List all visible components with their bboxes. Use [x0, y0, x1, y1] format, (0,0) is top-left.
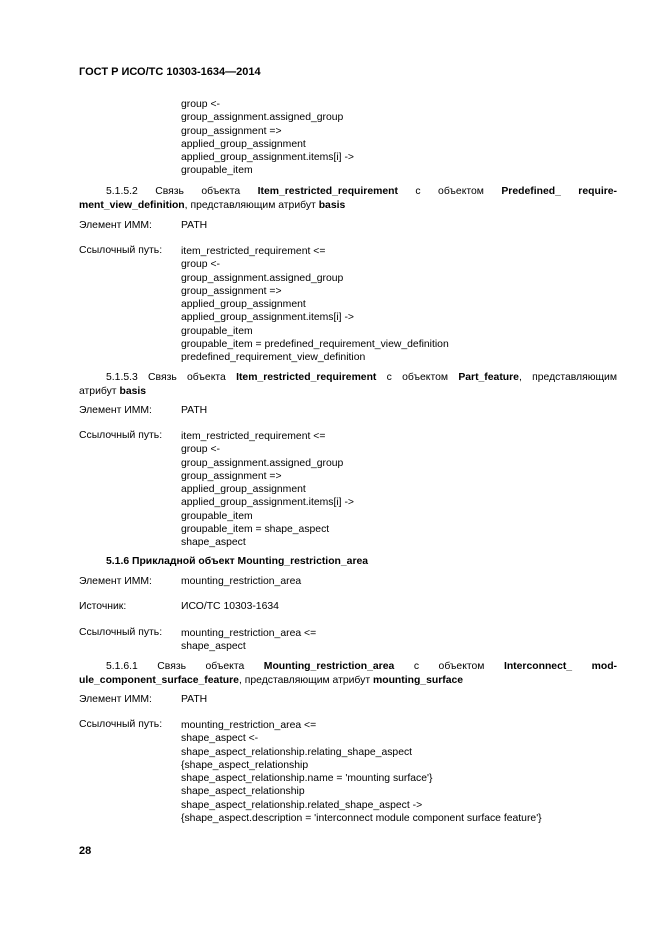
path-line: shape_aspect_relationship.related_shape_aspect ->	[181, 799, 423, 811]
path-line: applied_group_assignment	[181, 138, 306, 150]
path-line: groupable_item	[181, 325, 253, 337]
path-line: shape_aspect <-	[181, 733, 259, 745]
path-line: mounting_restriction_area <=	[181, 720, 317, 731]
ref-path-block	[181, 245, 449, 365]
clause-5-1-6-1: 5.1.6.1 Связь объекта Mounting_restriction_area с объектом Interconnect_ mod- ule_component_surface_feature, представляющим атрибут mounting_surface	[79, 661, 617, 686]
path-line: applied_group_assignment	[181, 299, 306, 311]
path-line: group_assignment =>	[181, 285, 282, 297]
page-number: 28	[79, 845, 92, 857]
path-line: mounting_restriction_area <=	[181, 628, 317, 639]
ref-path-label: Ссылочный путь:	[79, 245, 163, 256]
path-line: group_assignment.assigned_group	[181, 272, 344, 284]
clause-5-1-5-3: 5.1.5.3 Связь объекта Item_restricted_requirement с объектом Part_feature, представляющим атрибут basis	[79, 372, 618, 397]
path-line: {shape_aspect_relationship	[181, 759, 309, 771]
element-label: Элемент ИММ:	[79, 694, 152, 705]
path-line: applied_group_assignment.items[i] ->	[181, 312, 354, 324]
path-line: group <-	[181, 259, 220, 271]
path-line: group <-	[181, 99, 220, 110]
element-value: PATH	[181, 694, 208, 705]
path-line: applied_group_assignment.items[i] ->	[181, 497, 354, 509]
path-line: group <-	[181, 444, 220, 456]
path-line: applied_group_assignment	[181, 484, 306, 496]
ref-path-block	[181, 430, 354, 550]
path-line: shape_aspect_relationship	[181, 786, 305, 798]
path-line: item_restricted_requirement <=	[181, 431, 326, 442]
path-line: shape_aspect	[181, 641, 246, 653]
clause-5-1-5-2: 5.1.5.2 Связь объекта Item_restricted_requirement с объектом Predefined_ require- ment_view_definition, представляющим атрибут basis	[79, 186, 617, 211]
element-value: PATH	[181, 220, 208, 231]
path-line: {shape_aspect.description = 'interconnect module component surface feature'}	[181, 813, 542, 825]
element-label: Элемент ИММ:	[79, 576, 152, 587]
path-line: shape_aspect	[181, 537, 246, 549]
section-heading-5-1-6: 5.1.6 Прикладной объект Mounting_restriction_area	[106, 556, 369, 567]
ref-path-block	[181, 719, 542, 825]
ref-path-label: Ссылочный путь:	[79, 627, 163, 638]
source-label: Источник:	[79, 601, 127, 612]
path-line: shape_aspect_relationship.relating_shape_aspect	[181, 746, 413, 758]
document-header: ГОСТ Р ИСО/ТС 10303-1634—2014	[79, 66, 261, 78]
path-line: item_restricted_requirement <=	[181, 246, 326, 257]
path-block-continued	[181, 98, 354, 178]
path-line: group_assignment.assigned_group	[181, 457, 344, 469]
ref-path-label: Ссылочный путь:	[79, 430, 163, 441]
path-line: groupable_item = shape_aspect	[181, 524, 330, 536]
element-label: Элемент ИММ:	[79, 220, 152, 231]
element-value: mounting_restriction_area	[181, 576, 302, 587]
path-line: groupable_item = predefined_requirement_view_definition	[181, 339, 449, 351]
path-line: applied_group_assignment.items[i] ->	[181, 152, 354, 164]
ref-path-block	[181, 627, 316, 654]
path-line: group_assignment.assigned_group	[181, 112, 344, 124]
path-line: group_assignment =>	[181, 125, 282, 137]
element-value: PATH	[181, 405, 208, 416]
element-label: Элемент ИММ:	[79, 405, 152, 416]
path-line: shape_aspect_relationship.name = 'mounting surface'}	[181, 773, 433, 785]
path-line: groupable_item	[181, 510, 253, 522]
path-line: group_assignment =>	[181, 470, 282, 482]
path-line: groupable_item	[181, 165, 253, 177]
ref-path-label: Ссылочный путь:	[79, 719, 163, 730]
path-line: predefined_requirement_view_definition	[181, 352, 366, 364]
source-value: ИСО/ТС 10303-1634	[181, 601, 279, 612]
